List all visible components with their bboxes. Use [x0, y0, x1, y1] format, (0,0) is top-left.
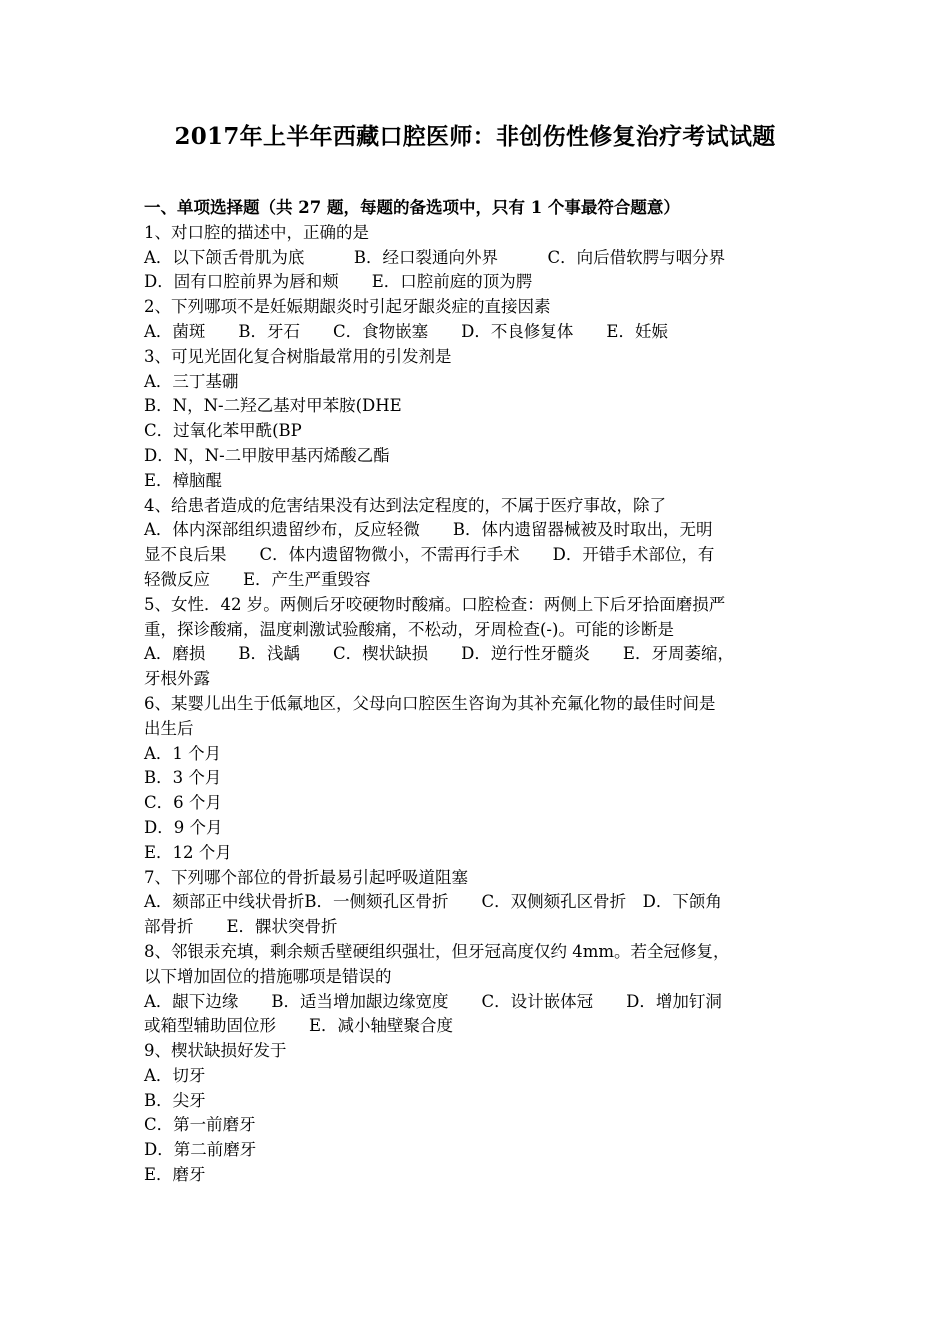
text-line: A．龈下边缘 B．适当增加龈边缘宽度 C．设计嵌体冠 D．增加钉洞: [144, 991, 722, 1011]
text-line: A．三丁基硼: [144, 371, 239, 391]
text-line: 3、可见光固化复合树脂最常用的引发剂是: [144, 346, 452, 366]
text-line: D．9 个月: [144, 817, 223, 837]
text-line: 8、邻银汞充填，剩余颊舌壁硬组织强壮，但牙冠高度仅约 4mm。若全冠修复，: [144, 941, 730, 961]
document-title: 2017年上半年西藏口腔医师：非创伤性修复治疗考试试题: [174, 123, 776, 150]
text-line: 重，探诊酸痛，温度刺激试验酸痛，不松动，牙周检查(-)。可能的诊断是: [144, 619, 674, 639]
text-line: A．菌斑 B．牙石 C．食物嵌塞 D．不良修复体 E．妊娠: [144, 321, 668, 341]
text-line: 5、女性．42 岁。两侧后牙咬硬物时酸痛。口腔检查：两侧上下后牙拾面磨损严: [144, 594, 726, 614]
text-line: 9、楔状缺损好发于: [144, 1041, 287, 1061]
text-line: C．第一前磨牙: [144, 1115, 256, 1135]
text-line: 7、下列哪个部位的骨折最易引起呼吸道阻塞: [144, 867, 468, 887]
text-line: 或箱型辅助固位形 E．减小轴壁聚合度: [144, 1016, 454, 1036]
section-heading: 一、单项选择题（共 27 题，每题的备选项中，只有 1 个事最符合题意）: [144, 198, 680, 217]
text-line: B．3 个月: [144, 768, 222, 788]
text-line: B．尖牙: [144, 1090, 206, 1110]
text-line: 牙根外露: [144, 669, 210, 689]
text-line: D．固有口腔前界为唇和颊 E．口腔前庭的顶为腭: [144, 272, 533, 292]
text-line: D．N，N-二甲胺甲基丙烯酸乙酯: [144, 445, 390, 465]
text-line: C．过氧化苯甲酰(BP: [144, 421, 302, 441]
text-line: 1、对口腔的描述中，正确的是: [144, 222, 369, 242]
text-line: A．磨损 B．浅龋 C．楔状缺损 D．逆行性牙髓炎 E．牙周萎缩，: [144, 644, 734, 664]
text-line: C．6 个月: [144, 793, 222, 813]
question-body: [144, 196, 809, 1188]
text-line: D．第二前磨牙: [144, 1140, 257, 1160]
text-line: A．体内深部组织遗留纱布，反应轻微 B．体内遗留器械被及时取出，无明: [144, 520, 713, 540]
text-line: 出生后: [144, 718, 194, 738]
text-line: 显不良后果 C．体内遗留物微小，不需再行手术 D．开错手术部位，有: [144, 545, 715, 565]
text-line: E．12 个月: [144, 842, 232, 862]
text-line: B．N，N-二羟乙基对甲苯胺(DHE: [144, 396, 402, 416]
text-line: 2、下列哪项不是妊娠期龈炎时引起牙龈炎症的直接因素: [144, 297, 551, 317]
text-line: A．以下颌舌骨肌为底 B．经口裂通向外界 C．向后借软腭与咽分界: [144, 247, 726, 267]
text-line: E．樟脑醌: [144, 470, 223, 490]
text-line: 以下增加固位的措施哪项是错误的: [144, 966, 392, 986]
text-line: 部骨折 E．髁状突骨折: [144, 917, 338, 937]
text-line: A．切牙: [144, 1065, 206, 1085]
text-line: 4、给患者造成的危害结果没有达到法定程度的，不属于医疗事故，除了: [144, 495, 666, 515]
text-line: E．磨牙: [144, 1165, 206, 1185]
text-line: 轻微反应 E．产生严重毁容: [144, 569, 371, 589]
text-line: 6、某婴儿出生于低氟地区，父母向口腔医生咨询为其补充氟化物的最佳时间是: [144, 693, 716, 713]
question-lines: [144, 221, 809, 1188]
text-line: A．颏部正中线状骨折B．一侧颏孔区骨折 C．双侧颏孔区骨折 D．下颌角: [144, 892, 722, 912]
text-line: A．1 个月: [144, 743, 222, 763]
